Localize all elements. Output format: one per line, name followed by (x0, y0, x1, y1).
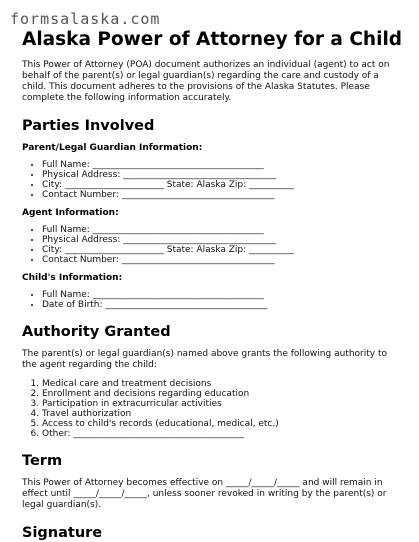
authority-list (22, 379, 402, 439)
parent-info-heading: Parent/Legal Guardian Information: (22, 143, 203, 153)
list-item: 2. Enrollment and decisions regarding education (42, 389, 402, 399)
authority-intro: The parent(s) or legal guardian(s) named above grants the following authority to the agent regarding the child: (22, 349, 387, 370)
agent-info-list (22, 225, 402, 265)
signature-heading: Signature (22, 525, 103, 541)
list-item: • Date of Birth: ____________________________________ (42, 300, 402, 310)
list-item: • City: ______________________ State: Alaska Zip: __________ (42, 180, 402, 190)
document-page (22, 29, 402, 542)
parent-info-list (22, 160, 402, 200)
authority-heading: Authority Granted (22, 324, 171, 340)
list-item: • Full Name: ______________________________________ (42, 290, 402, 300)
list-item: 1. Medical care and treatment decisions (42, 379, 402, 389)
document-title: Alaska Power of Attorney for a Child (22, 29, 403, 50)
agent-info-heading: Agent Information: (22, 208, 119, 218)
list-item: 4. Travel authorization (42, 409, 402, 419)
list-item: 3. Participation in extracurricular activities (42, 399, 402, 409)
term-paragraph: This Power of Attorney becomes effective on _____/_____/_____ and will remain in effect until _____/_____/_____, unless sooner revoked in writing by the parent(s) or legal guardian(s). (22, 478, 387, 510)
parties-heading: Parties Involved (22, 118, 155, 134)
term-heading: Term (22, 453, 63, 469)
child-info-heading: Child's Information: (22, 273, 123, 283)
list-item: • Physical Address: __________________________________ (42, 170, 402, 180)
list-item: • City: ______________________ State: Alaska Zip: __________ (42, 245, 402, 255)
list-item: • Full Name: ______________________________________ (42, 225, 402, 235)
list-item: 5. Access to child's records (educational, medical, etc.) (42, 419, 402, 429)
list-item: • Contact Number: __________________________________ (42, 190, 402, 200)
list-item: • Contact Number: __________________________________ (42, 255, 402, 265)
list-item: 6. Other: ______________________________________ (42, 429, 402, 439)
list-item: • Physical Address: __________________________________ (42, 235, 402, 245)
list-item: • Full Name: ______________________________________ (42, 160, 402, 170)
child-info-list (22, 290, 402, 310)
watermark: formsalaska.com (10, 10, 161, 28)
intro-paragraph: This Power of Attorney (POA) document authorizes an individual (agent) to act on behalf of the parent(s) or legal guardian(s) regarding the care and custody of a child. This document adheres to the provisions of the Alaska Statutes. Please complete the following information accurately. (22, 60, 390, 103)
